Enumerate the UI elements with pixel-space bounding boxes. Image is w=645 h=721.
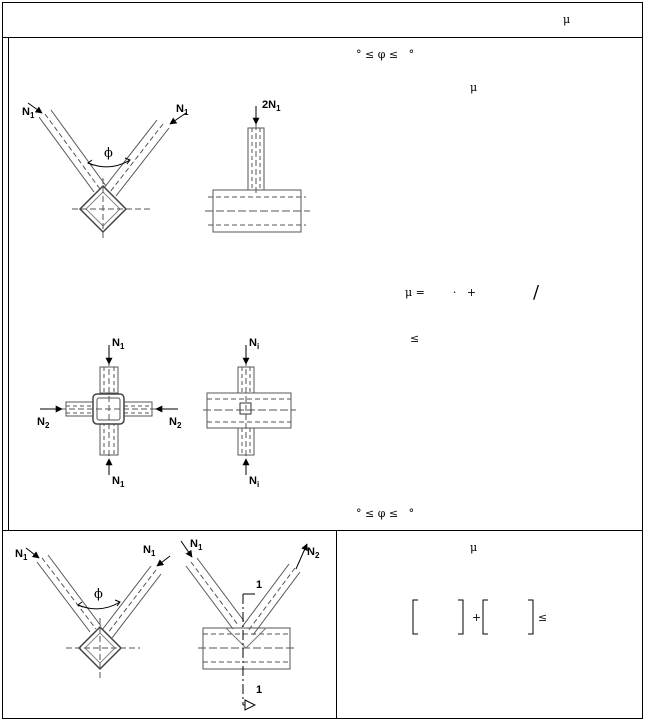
force-arrow-n2-kjoint xyxy=(296,544,307,569)
label-n1-b: $N_1$ xyxy=(176,103,189,117)
v-joint-drawing xyxy=(39,110,169,238)
label-phi-a: ϕ xyxy=(104,146,113,161)
mu-symbol-row2: μ xyxy=(470,541,478,554)
label-n2-a: $N_2$ xyxy=(37,416,50,430)
plus-symbol-row2: + xyxy=(472,611,482,624)
mu-header-symbol: μ xyxy=(563,13,571,26)
leq-symbol-row1: ≤ xyxy=(410,332,420,345)
label-ni-b: $N_i$ xyxy=(249,475,260,489)
v-joint-drawing-row2 xyxy=(37,555,161,678)
label-section-top: 1 xyxy=(256,579,263,591)
mu-equation: μ = · + xyxy=(405,286,477,299)
label-n1-c: $N_1$ xyxy=(112,337,125,351)
phi-arrow-left xyxy=(88,160,93,165)
mu-symbol-row1: μ xyxy=(470,81,478,94)
force-arrow-n1-row2-right xyxy=(157,556,170,566)
force-arrow-n1-row2-left xyxy=(26,548,39,558)
x-joint-drawing xyxy=(60,360,158,462)
fraction-slash: / xyxy=(533,282,540,303)
label-section-bottom: 1 xyxy=(256,684,263,696)
label-n1-f: $N_1$ xyxy=(143,544,156,558)
k-joint-drawing xyxy=(186,558,300,705)
label-n2-b: $N_2$ xyxy=(169,416,182,430)
angle-range-lower: ° ≤ φ ≤ ° xyxy=(356,507,415,520)
t-joint-drawing xyxy=(205,124,310,232)
label-ni-a: $N_i$ xyxy=(249,337,260,351)
angle-range-upper: ° ≤ φ ≤ ° xyxy=(356,48,415,61)
cross-joint-side-drawing xyxy=(203,360,296,462)
label-n2-c: $N_2$ xyxy=(307,546,320,560)
label-n1-e: $N_1$ xyxy=(15,548,28,562)
label-phi-b: ϕ xyxy=(94,587,103,602)
label-n1-a: $N_1$ xyxy=(22,106,35,120)
label-n1-g: $N_1$ xyxy=(190,538,203,552)
label-2n1: $2N_1$ xyxy=(262,99,281,113)
label-n1-d: $N_1$ xyxy=(112,475,125,489)
leq-symbol-row2: ≤ xyxy=(538,611,548,624)
section-marks xyxy=(243,594,255,705)
